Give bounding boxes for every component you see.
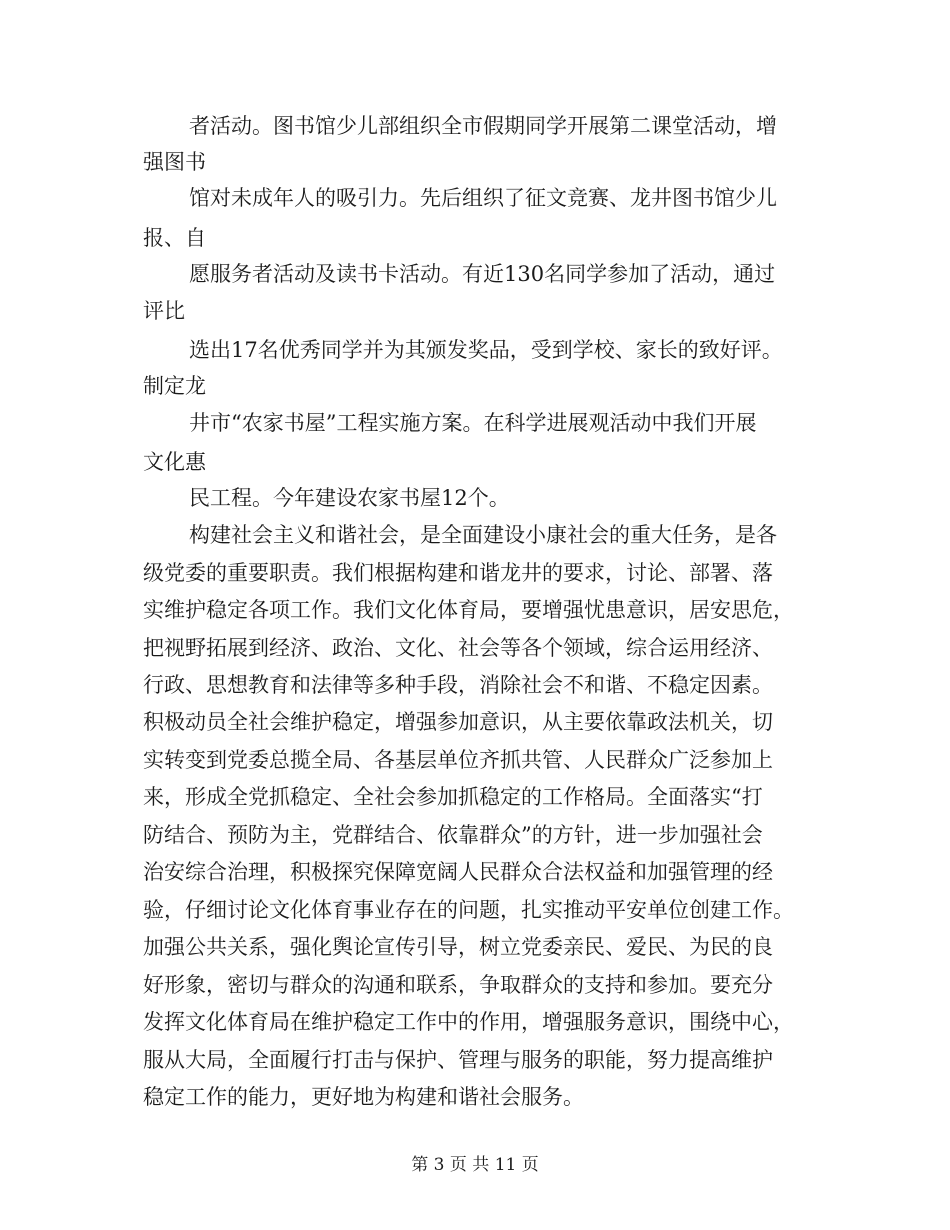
text-line: 报、自 [143,226,206,250]
text-line: 选出17名优秀同学并为其颁发奖品，受到学校、家长的致好评。 [189,338,783,362]
text-line: 服从大局，全面履行打击与保护、管理与服务的职能，努力提高维护 [143,1048,773,1072]
text-line: 验，仔细讨论文化体育事业存在的问题，扎实推动平安单位创建工作。 [143,898,794,922]
text-line: 馆对未成年人的吸引力。先后组织了征文竞赛、龙井图书馆少儿 [189,186,777,210]
text-line: 行政、思想教育和法律等多种手段，消除社会不和谐、不稳定因素。 [143,673,773,697]
text-line: 评比 [143,299,185,323]
text-line: 把视野拓展到经济、政治、文化、社会等各个领域，综合运用经济、 [143,636,773,660]
text-line: 者活动。图书馆少儿部组织全市假期同学开展第二课堂活动，增 [189,114,777,138]
page-number-footer: 第 3 页 共 11 页 [411,1155,539,1175]
text-line: 井市“农家书屋”工程实施方案。在科学进展观活动中我们开展 [189,411,757,435]
paragraph-first-line: 构建社会主义和谐社会，是全面建设小康社会的重大任务，是各 [189,523,777,547]
text-line: 防结合、预防为主，党群结合、依靠群众”的方针，进一步加强社会 [143,823,763,847]
text-line: 实维护稳定各项工作。我们文化体育局，要增强忧患意识，居安思危， [143,598,794,622]
text-line: 积极动员全社会维护稳定，增强参加意识，从主要依靠政法机关，切 [143,710,773,734]
text-line: 强图书 [143,150,206,174]
text-line: 发挥文化体育局在维护稳定工作中的作用，增强服务意识，围绕中心， [143,1010,794,1034]
text-line: 级党委的重要职责。我们根据构建和谐龙井的要求，讨论、部署、落 [143,561,773,585]
text-line: 治安综合治理，积极探究保障宽阔人民群众合法权益和加强管理的经 [143,860,773,884]
text-line: 制定龙 [143,374,206,398]
text-line: 实转变到党委总揽全局、各基层单位齐抓共管、人民群众广泛参加上 [143,748,773,772]
text-line: 加强公共关系，强化舆论宣传引导，树立党委亲民、爱民、为民的良 [143,935,773,959]
text-line: 民工程。今年建设农家书屋12个。 [189,486,510,510]
text-line: 稳定工作的能力，更好地为构建和谐社会服务。 [143,1085,584,1109]
text-line: 文化惠 [143,450,206,474]
text-line: 好形象，密切与群众的沟通和联系，争取群众的支持和参加。要充分 [143,973,773,997]
text-line: 愿服务者活动及读书卡活动。有近130名同学参加了活动，通过 [189,262,776,286]
text-line: 来，形成全党抓稳定、全社会参加抓稳定的工作格局。全面落实“打 [143,785,763,809]
